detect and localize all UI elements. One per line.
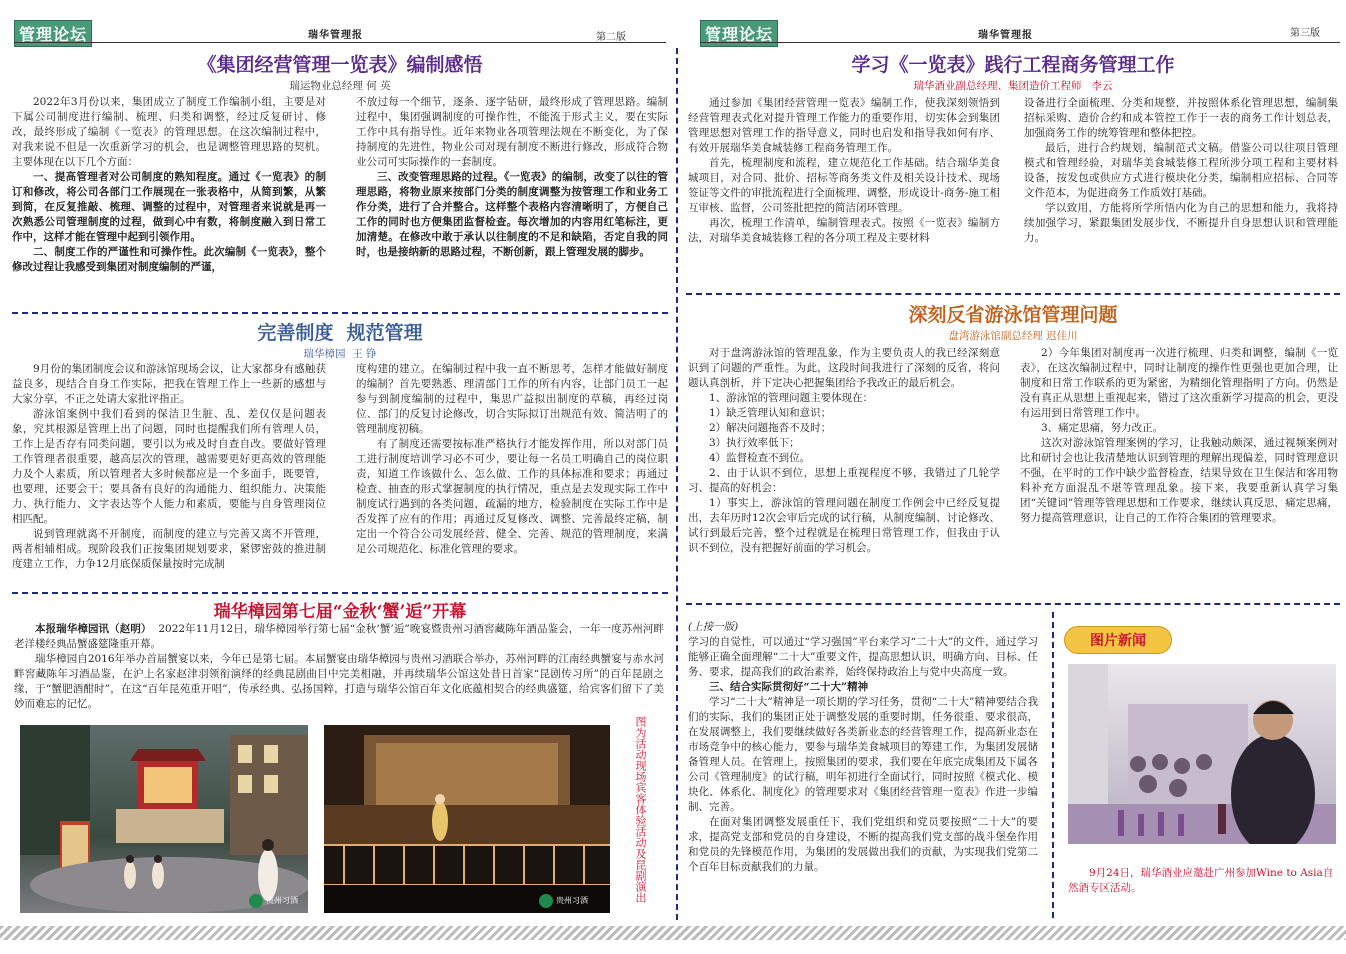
article-column xyxy=(356,95,668,260)
edition-left: 第二版 xyxy=(596,32,626,43)
section-tag-left: 管理论坛 xyxy=(14,20,92,47)
event-photo-garden xyxy=(20,725,308,913)
article-column xyxy=(1020,346,1338,526)
paragraph: 游泳馆案例中我们看到的保洁卫生脏、乱、差仅仅是问题表象，究其根源是管理上出了问题，同时也提醒我们所有管理人员，工作上是否存有同类问题，要引以为戒及时自查自改。要做好管理工作管理者很重要，越高层次的管理，越需要更好更高效的管理能力及个人素质，所以管理者大多时候都应是一个多面手，既要管，也要理，还要会干；要具备有良好的沟通能力、组织能力、决策能力、执行能力、文字表达等个人能力和素质，要能与自身管理岗位相匹配。 xyxy=(12,408,326,525)
article-title: 学习《一览表》践行工程商务管理工作 xyxy=(851,54,1175,76)
masthead-left: 瑞华管理报 xyxy=(308,30,363,41)
paragraph: 2022年3月份以来，集团成立了制度工作编制小组，主要是对下属公司制度进行编制、梳理、归类和调整，经过反复研讨、修改，最终形成了编制《一览表》的管理思想。在这次编制过程中，对我来说不但是一次重新学习的机会，也是调整管理思路的契机。主要体现在以下几个方面： xyxy=(12,96,326,168)
paragraph: 最后，进行合约规划，编制范式文稿。借鉴公司以往项目管理模式和管理经验，对瑞华美食城装修工程所涉分项工程和主要材料设备，按发包或供应方式进行模块化分类，编制相应招标、合同等文件范本，为促进商务工作质效打基础。 xyxy=(1024,142,1338,199)
header-rule-right xyxy=(700,42,1340,43)
article-byline: 瑞运物业总经理 何 英 xyxy=(289,80,391,92)
paragraph: 学以致用，方能将所学所悟内化为自己的思想和能力，我将持续加强学习，紧跟集团发展步伐，不断提升自身思想认识和管理能力。 xyxy=(1024,202,1338,244)
photo-logo: 贵州习酒 xyxy=(556,896,588,905)
article-column xyxy=(688,96,1000,246)
paragraph: 对于盘湾游泳馆的管理乱象，作为主要负责人的我已经深刻意识到了问题的严重性。为此，这段时间我进行了深刻的反省，将问题认真剖析，并下定决心把握集团给予我改正的最后机会。 xyxy=(688,347,1000,389)
article-byline: 瑞华酒业副总经理、集团造价工程师 李云 xyxy=(913,80,1113,92)
paragraph: 在面对集团调整发展重任下，我们党组织和党员要按照“二十大”的要求，提高党支部和党员的自身建设，不断的提高我们党支部的战斗堡垒作用和党员的先锋模范作用，为集团的发展做出我们的贡献，为实现我们党第二个百年目标贡献我们的力量。 xyxy=(688,816,1038,873)
section-divider xyxy=(686,293,1340,295)
paragraph: 说到管理就离不开制度，而制度的建立与完善又离不开管理，两者相辅相成。现阶段我们正按集团规划要求，紧锣密鼓的推进制度建立工作，力争12月底保质保量按时完成制 xyxy=(12,528,326,570)
paragraph: 度构建的建立。在编制过程中我一直不断思考，怎样才能做好制度的编制？首先要熟悉、理清部门工作的所有内容，让部门员工一起参与到制度编制的过程中，集思广益拟出制度的草稿，再经过岗位、部门的反复讨论修改，切合实际拟订出规范有效、简洁明了的管理制度初稿。 xyxy=(356,363,668,435)
paragraph: 设备进行全面梳理、分类和规整，并按照体系化管理思想，编制集招标采购、造价合约和成本管控工作于一表的商务工作计划总表，加强商务工作的统筹管理和整体把控。 xyxy=(1024,97,1338,139)
paragraph: 3）执行效率低下； xyxy=(709,437,800,449)
photo-news-caption: 9月24日，瑞华酒业应邀赴广州参加Wine to Asia自然酒专区活动。 xyxy=(1068,867,1334,894)
paragraph: 3、痛定思痛，努力改正。 xyxy=(1041,422,1164,434)
article-title: 完善制度 规范管理 xyxy=(257,322,423,344)
header-rule-left xyxy=(14,42,666,43)
photo-news-image xyxy=(1068,664,1336,844)
paragraph: 4）监督检查不到位。 xyxy=(709,452,811,464)
photo-caption: 图为活动现场宾客体验活动及昆剧演出 xyxy=(634,716,647,903)
article-column xyxy=(1024,96,1338,246)
section-tag-right: 管理论坛 xyxy=(700,20,778,47)
paragraph: 不放过每一个细节，逐条、逐字钻研，最终形成了管理思路。编制过程中，集团强调制度的可操作性，不能流于形式主义，要在实际工作中具有指导性。近年来物业各项管理法规在不断变化，为了保持制度的先进性，物业公司对现有制度不断进行修改，形成符合物业公司可实际操作的一套制度。 xyxy=(356,96,668,168)
paragraph: 1）缺乏管理认知和意识； xyxy=(709,407,832,419)
garden-scene-image xyxy=(20,725,308,913)
bottom-decorative-band xyxy=(0,926,1346,940)
paragraph: 1）事实上，游泳馆的管理问题在制度工作例会中已经反复提出，去年历时12次会审后完成的试行稿，从制度编制、讨论修改、试行到最后完善，整个过程就是在梳理日常管理工作，但我由于认识不到位，没有把握好前面的学习机会。 xyxy=(688,497,1000,554)
paragraph: 2、由于认识不到位，思想上重视程度不够，我错过了几轮学习、提高的好机会： xyxy=(688,467,1000,494)
paragraph: 1、游泳馆的管理问题主要体现在： xyxy=(709,392,874,404)
paragraph: 学习的自觉性，可以通过“学习强国”平台来学习“二十大”的文件，通过学习能够正确全面理解“二十大”重要文件，提高思想认识，明确方向、目标、任务、要求，提高我们的政治素养，始终保持政治上与党中央高度一致。 xyxy=(688,636,1038,678)
paragraph: 2）今年集团对制度再一次进行梳理、归类和调整，编制《一览表》，在这次编制过程中，同时让制度的操作性更强也更加合理，让制度和日常工作联系的更为紧密，为精细化管理指明了方向。仍然是没有真正从思想上重视起来，错过了这次重新学习提高的机会，更没有运用到日常管理工作中。 xyxy=(1020,347,1338,419)
paragraph: 二、制度工作的严谨性和可操作性。此次编制《一览表》，整个修改过程让我感受到集团对制度编制的严谨， xyxy=(12,246,326,273)
article-column xyxy=(12,95,326,275)
lead-text: 2022年11月12日，瑞华樟园举行第七届“金秋‘蟹’逅”晚宴暨贵州习酒窖藏陈年酒品鉴会，一年一度苏州河畔老洋楼经典品蟹盛筵隆重开幕。 xyxy=(14,623,664,650)
column-divider xyxy=(1052,612,1054,918)
paragraph: 通过参加《集团经营管理一览表》编制工作，使我深刻领悟到经营管理表式化对提升管理工作能力的重要作用，切实体会到集团管理思想对管理工作的指导意义，同时也启发和指导我如何有序、有效开展瑞华美食城装修工程商务管理工作。 xyxy=(688,97,1000,154)
section-heading: 三、结合实际贯彻好“二十大”精神 xyxy=(709,681,869,693)
paragraph: 学习“二十大”精神是一项长期的学习任务，贯彻“二十大”精神要结合我们的实际，我们的集团正处于调整发展的重要时期，任务很重、要求很高，在发展调整上，我们要继续做好各类新业态的经营管理工作，提高新业态在市场竞争中的核心能力，要参与瑞华美食城项目的筹建工作，为集团发展储备管理人员。在管理上，按照集团的要求，我们要在年底完成集团及下属各公司《管理制度》的试行稿，明年初进行全面试行，同时按照《模式化、模块化、体系化、制度化》的管理要求对《集团经营管理一览表》作进一步编制、完善。 xyxy=(688,696,1038,813)
paragraph: 有了制度还需要按标准严格执行才能发挥作用，所以对部门员工进行制度培训学习必不可少，要让每一名员工明确自己的岗位职责，知道工作该做什么、怎么做、工作的具体标准和要求；再通过检查、抽查的形式掌握制度的执行情况，重点是去发现实际工作中制度试行遇到的各类问题，疏漏的地方，检验制度在实际工作中是否发挥了应有的作用；再通过反复修改、调整、完善最终定稿，制定出一个符合公司发展经营、健全、完善、规范的管理制度，来满足公司规范化、标准化管理的要求。 xyxy=(356,438,668,555)
article-byline: 瑞华樟园 王 铮 xyxy=(303,348,377,360)
edition-right: 第三版 xyxy=(1290,28,1320,39)
paragraph: 瑞华樟园自2016年举办首届蟹宴以来，今年已是第七届。本届蟹宴由瑞华樟园与贵州习酒联合举办，苏州河畔的江南经典蟹宴与赤水河畔窖藏陈年习酒品鉴，在沪上名家赵津羽领衔演绎的经典昆剧曲目中完美相融，并再续瑞华公馆这处昔日首家“昆剧传习所”的百年昆剧之缘，于“蟹肥酒酣时”，在这“百年昆苑重开唱”，传承经典、弘扬国粹，打造与瑞华公馆百年文化底蕴相契合的经典盛筵，给宾客们留下了美妙而难忘的记忆。 xyxy=(14,653,664,710)
stage-scene-image xyxy=(324,725,610,913)
continued-article xyxy=(688,620,1038,875)
article-title: 《集团经营管理一览表》编制感悟 xyxy=(197,54,483,76)
lead-bold: 本报瑞华樟园讯（赵明） xyxy=(35,623,152,635)
wine-expo-image xyxy=(1068,664,1336,844)
photo-logo: 贵州习酒 xyxy=(266,896,298,905)
paragraph: 再次，梳理工作清单，编制管理表式。按照《一览表》编制方法，对瑞华美食城装修工程的各分项工程及主要材料 xyxy=(688,217,1000,244)
section-divider xyxy=(12,312,668,314)
article-byline: 盘湾游泳馆副总经理 迟佳川 xyxy=(948,330,1078,342)
paragraph: 这次对游泳馆管理案例的学习，让我触动颇深，通过视频案例对比和研讨会也让我清楚地认识到管理的理解出现偏差，同时管理意识不强，在平时的工作中缺少监督检查，结果导致在卫生保洁和客用物料补充方面混乱不堪等管理乱象。接下来，我要重新认真学习集团“关键词”管理等管理思想和工作要求，继续认真反思，痛定思痛，努力提高管理意识，让自己的工作符合集团的管理要求。 xyxy=(1020,437,1338,524)
article-column xyxy=(12,362,326,572)
paragraph: 三、改变管理思路的过程。《一览表》的编制，改变了以往的管理思路，将物业原来按部门分类的制度调整为按管理工作和业务工作分类，进行了合并整合。这样整个表格内容清晰明了，方便自己工作的同时也方便集团监督检查。每次增加的内容用红笔标注，更加清楚。在修改中敢于承认以往制度的不足和缺陷，否定自我的同时，也是接纳新的思路过程，不断创新，跟上管理发展的脚步。 xyxy=(356,171,668,258)
paragraph: 首先，梳理制度和流程，建立规范化工作基础。结合瑞华美食城项目，对合同、批价、招标等商务类文件及相关设计技术、现场签证等文件的审批流程进行全面梳理、调整，形成设计-商务-施工相互审核、监督，公司签批把控的简洁闭环管理。 xyxy=(688,157,1000,214)
photo-news-label: 图片新闻 xyxy=(1064,626,1172,654)
article-body xyxy=(14,622,664,712)
article-column xyxy=(356,362,668,557)
continued-note: (上接一版) xyxy=(688,621,739,633)
event-photo-stage xyxy=(324,725,610,913)
article-column xyxy=(688,346,1000,556)
section-divider xyxy=(686,603,1340,605)
section-divider xyxy=(12,592,668,594)
article-title: 瑞华樟园第七届“金秋‘蟹’逅”开幕 xyxy=(213,602,467,622)
paragraph: 9月份的集团制度会议和游泳馆现场会议，让大家都身有感触获益良多，现结合自身工作实际，把我在管理工作上一些新的感想与大家分享，不正之处请大家批评指正。 xyxy=(12,363,326,405)
masthead-right: 瑞华管理报 xyxy=(978,30,1033,41)
paragraph: 2）解决问题拖沓不及时； xyxy=(709,422,832,434)
paragraph: 一、提高管理者对公司制度的熟知程度。通过《一览表》的制订和修改，将公司各部门工作展现在一张表格中，从简到繁，从繁到简，在反复推敲、梳理、调整的过程中，对管理者来说就是再一次熟悉公司管理制度的过程，做到心中有数，将制度融入到日常工作中，这样才能在管理中起到引领作用。 xyxy=(12,171,326,243)
article-title: 深刻反省游泳馆管理问题 xyxy=(908,304,1118,326)
paragraph xyxy=(14,622,664,652)
page-divider xyxy=(676,48,678,920)
